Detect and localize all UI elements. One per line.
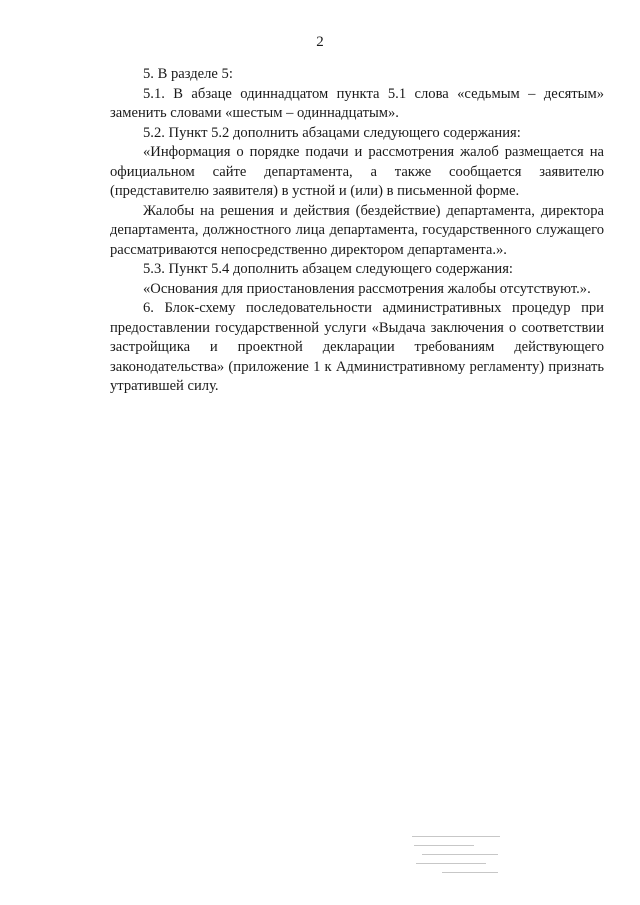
paragraph-section-5: 5. В разделе 5: <box>143 66 233 82</box>
paragraph-5-3: 5.3. Пункт 5.4 дополнить абзацем следующего содержания: <box>143 261 513 277</box>
paragraph-5-2-complaints: Жалобы на решения и действия (бездействие) департамента, директора департамента, должностного лица департамента, государственного служащего рассматриваются непосредственно директором департамента.». <box>110 202 604 258</box>
paragraph-5-2: 5.2. Пункт 5.2 дополнить абзацами следующего содержания: <box>143 124 521 141</box>
paragraph-5-3-grounds: «Основания для приостановления рассмотрения жалобы отсутствуют.». <box>143 280 591 297</box>
registration-stamp <box>412 836 502 880</box>
page-number: 2 <box>316 34 324 50</box>
paragraph-6: 6. Блок-схему последовательности административных процедур при предоставлении государственной услуги «Выдача заключения о соответствии застройщика и проектной декларации требованиям действующего законодательства» (приложение 1 к Административному регламенту) признать утратившей силу. <box>110 300 604 394</box>
paragraph-5-2-info: «Информация о порядке подачи и рассмотрения жалоб размещается на официальном сайте департамента, а также сообщается заявителю (представителю заявителя) в устной и (или) в письменной форме. <box>110 144 604 199</box>
document-body <box>110 65 604 397</box>
paragraph-5-1: 5.1. В абзаце одиннадцатом пункта 5.1 слова «седьмым – десятым» заменить словами «шестым – одиннадцатым». <box>110 85 604 121</box>
